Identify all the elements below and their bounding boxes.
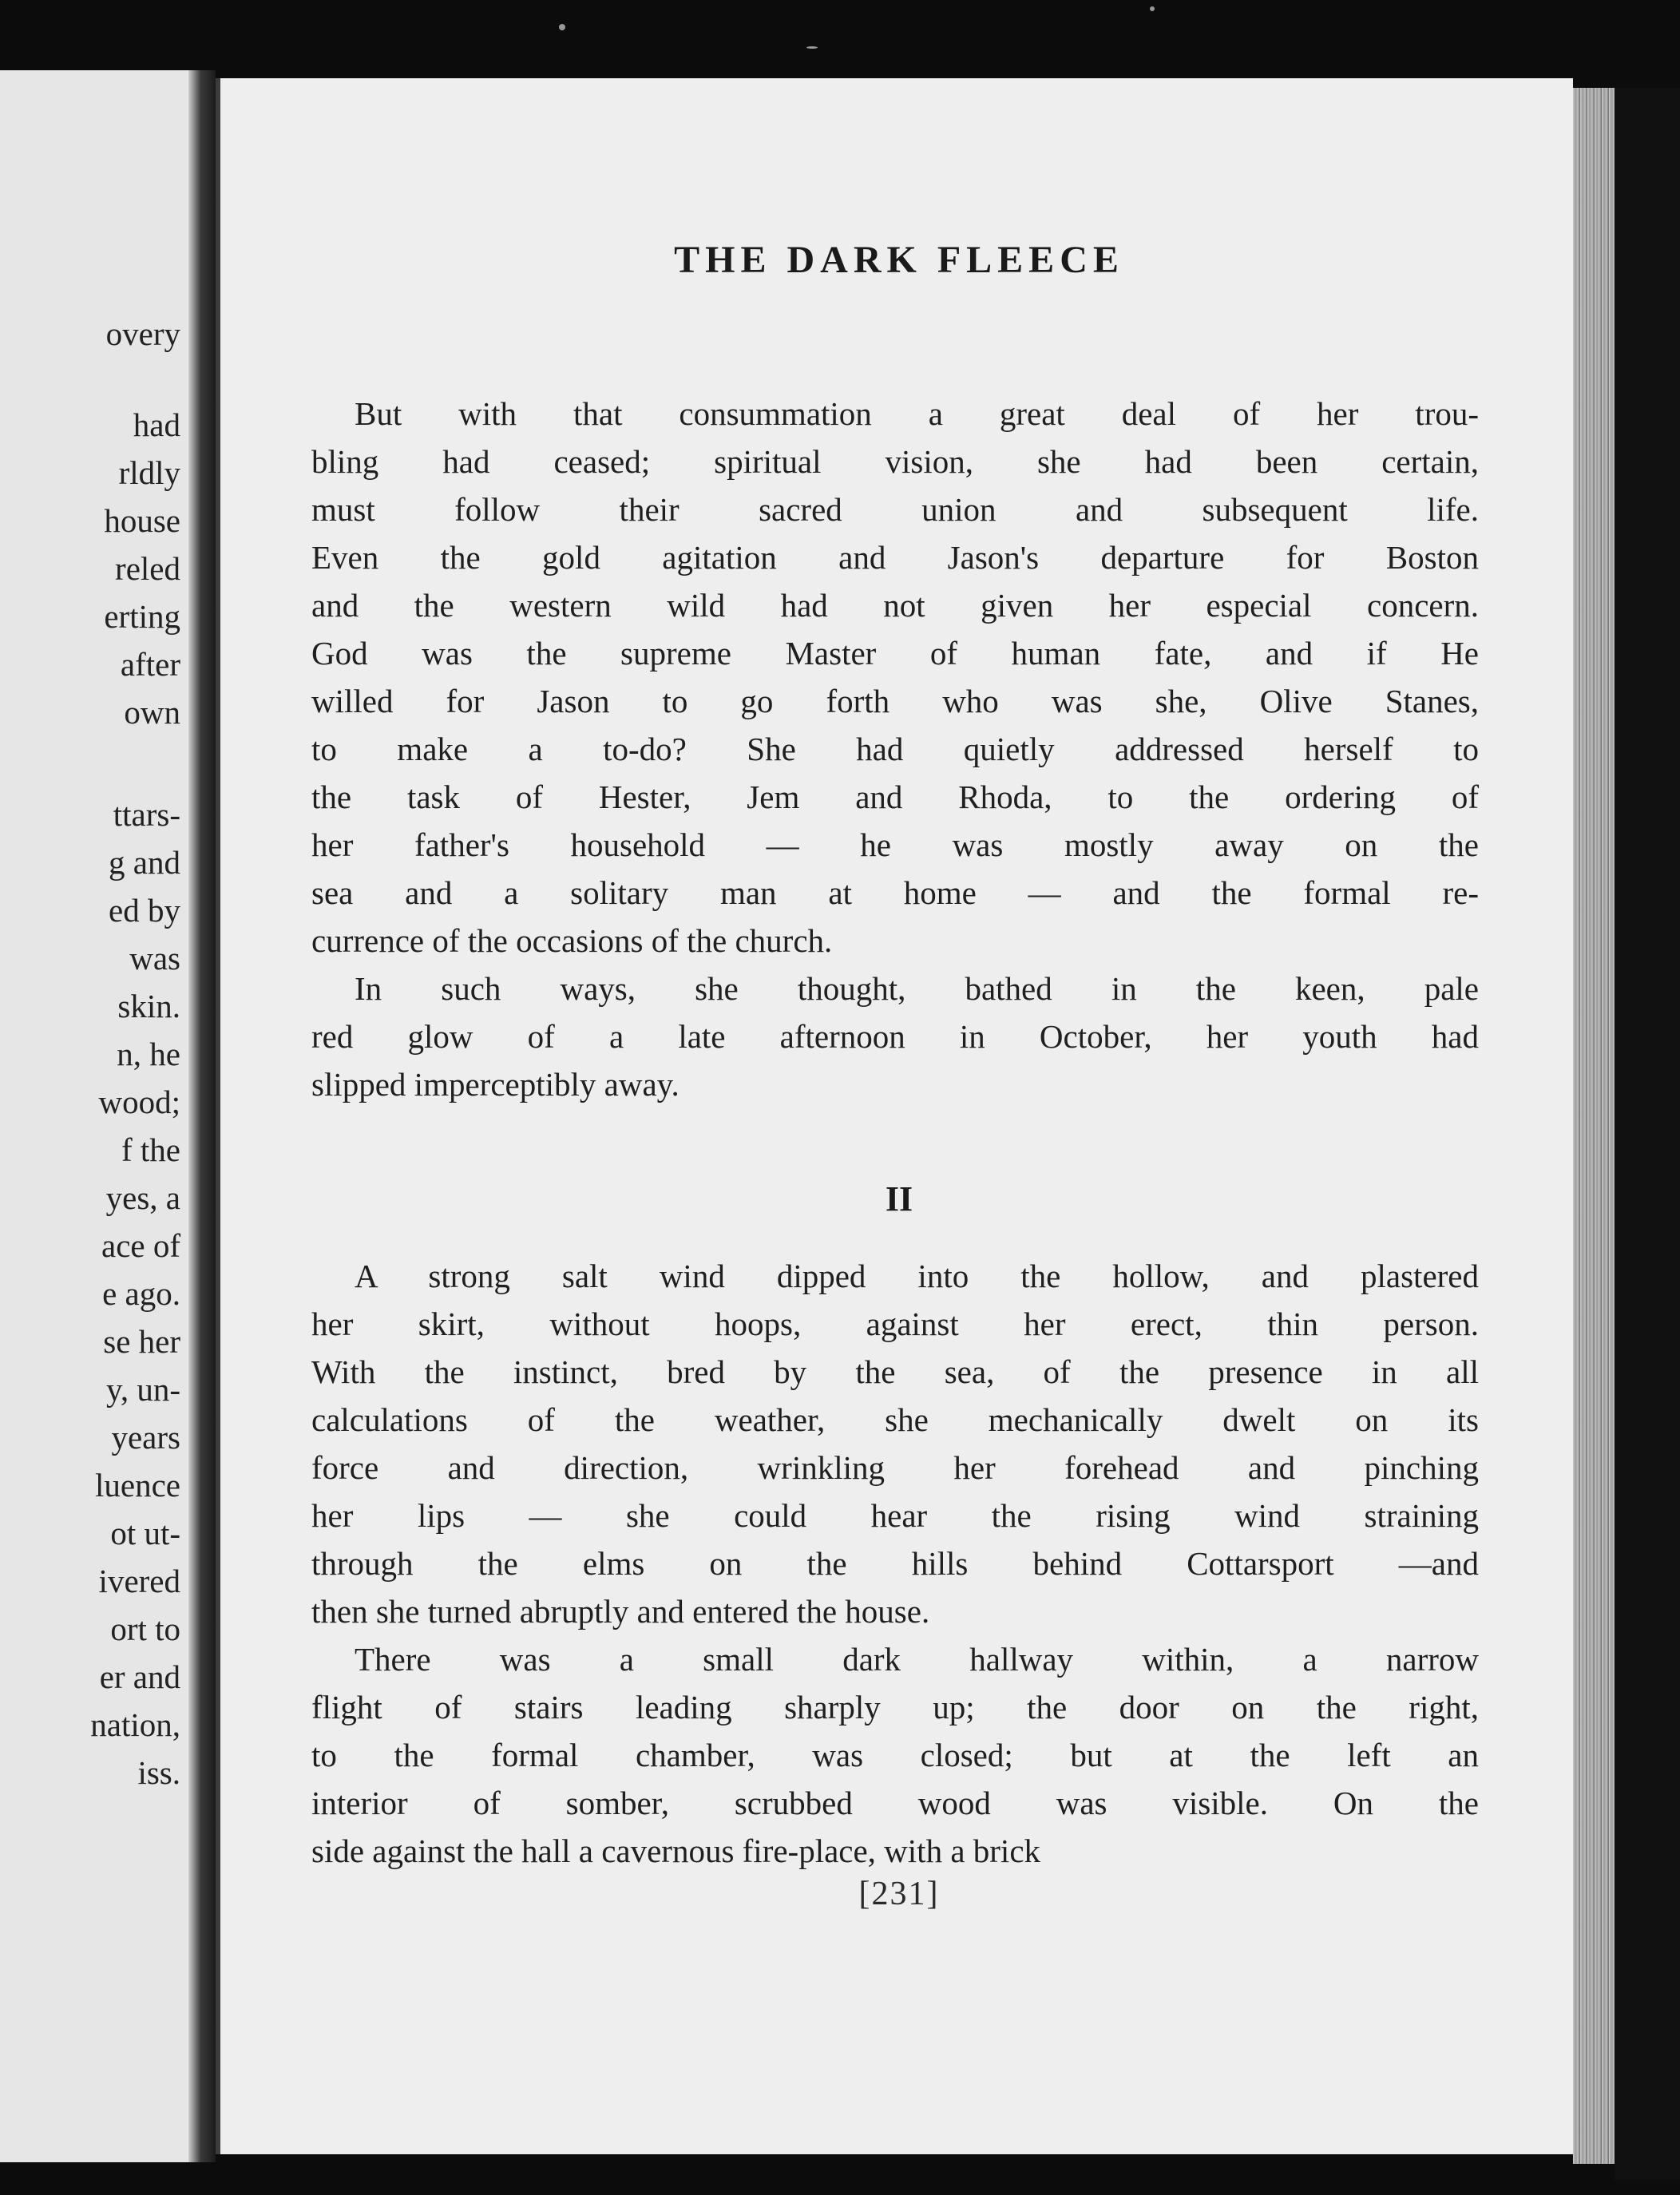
scan-speck xyxy=(806,46,818,49)
left-page-word-fragment: n, he xyxy=(117,1036,180,1072)
left-page-word-fragment: ivered xyxy=(98,1563,180,1599)
left-page-word-fragment: e ago. xyxy=(102,1275,180,1312)
text-line: God was the supreme Master of human fate, and if He xyxy=(311,635,1479,672)
left-page-word-fragment: was xyxy=(129,940,180,977)
scan-border xyxy=(1615,88,1680,2180)
text-line: the task of Hester, Jem and Rhoda, to the ordering of xyxy=(311,779,1479,815)
left-page-word-fragment: luence xyxy=(95,1467,180,1504)
left-page-word-fragment: g and xyxy=(109,844,180,881)
text-line: With the instinct, bred by the sea, of the presence in all xyxy=(311,1353,1479,1390)
text-line: bling had ceased; spiritual vision, she had been certain, xyxy=(311,443,1479,480)
left-page-word-fragment: ace of xyxy=(101,1227,180,1264)
left-page-word-fragment: years xyxy=(111,1419,180,1456)
text-line: calculations of the weather, she mechanically dwelt on its xyxy=(311,1401,1479,1438)
left-page-word-fragment: erting xyxy=(104,598,180,635)
text-line: her skirt, without hoops, against her erect, thin person. xyxy=(311,1306,1479,1342)
text-line: red glow of a late afternoon in October, her youth had xyxy=(311,1018,1479,1055)
left-page-word-fragment: nation, xyxy=(90,1706,180,1743)
text-line: There was a small dark hallway within, a narrow xyxy=(355,1641,1479,1678)
left-page-word-fragment: f the xyxy=(121,1131,180,1168)
left-page-word-fragment: er and xyxy=(99,1658,180,1695)
left-page-word-fragment: y, un- xyxy=(106,1371,180,1408)
left-page-word-fragment: ed by xyxy=(109,892,180,929)
text-line: must follow their sacred union and subsequent life. xyxy=(311,491,1479,528)
left-page-word-fragment: ort to xyxy=(110,1611,180,1647)
scan-speck xyxy=(1150,6,1155,11)
text-line: interior of somber, scrubbed wood was visible. On the xyxy=(311,1785,1479,1821)
text-line: Even the gold agitation and Jason's departure for Boston xyxy=(311,539,1479,576)
text-line: her lips — she could hear the rising wind straining xyxy=(311,1497,1479,1534)
left-page-word-fragment: after xyxy=(120,646,180,683)
text-line: A strong salt wind dipped into the hollow, and plastered xyxy=(355,1258,1479,1294)
text-line: to make a to-do? She had quietly addressed herself to xyxy=(311,731,1479,767)
text-line: force and direction, wrinkling her forehead and pinching xyxy=(311,1449,1479,1486)
text-line: willed for Jason to go forth who was she, Olive Stanes, xyxy=(311,683,1479,719)
left-page-word-fragment: se her xyxy=(103,1323,180,1360)
text-line: slipped imperceptibly away. xyxy=(311,1066,680,1103)
section-number: II xyxy=(885,1179,913,1218)
left-page-word-fragment: wood; xyxy=(98,1084,180,1120)
left-page-word-fragment: ttars- xyxy=(113,796,180,833)
text-line: through the elms on the hills behind Cottarsport —and xyxy=(311,1545,1479,1582)
left-page-word-fragment: iss. xyxy=(137,1754,180,1791)
text-line: side against the hall a cavernous fire-place, with a brick xyxy=(311,1832,1041,1869)
book-page xyxy=(216,78,1573,2154)
page-edges xyxy=(1573,88,1615,2164)
left-page-word-fragment: own xyxy=(124,694,180,731)
left-page-word-fragment: ot ut- xyxy=(110,1515,180,1551)
left-page-word-fragment: yes, a xyxy=(105,1179,180,1216)
book-gutter xyxy=(188,70,216,2162)
left-page-word-fragment: reled xyxy=(115,550,180,587)
text-line: currence of the occasions of the church. xyxy=(311,922,833,959)
text-line: flight of stairs leading sharply up; the door on the right, xyxy=(311,1689,1479,1725)
text-line: sea and a solitary man at home — and the formal re- xyxy=(311,874,1479,911)
left-page-fragment xyxy=(0,70,188,2162)
text-line: then she turned abruptly and entered the house. xyxy=(311,1593,930,1630)
text-line: to the formal chamber, was closed; but at the left an xyxy=(311,1737,1479,1773)
scan-speck xyxy=(559,24,565,30)
page-number: [231] xyxy=(858,1876,940,1912)
running-head: THE DARK FLEECE xyxy=(674,239,1124,281)
text-line: But with that consummation a great deal of her trou- xyxy=(355,395,1479,432)
text-line: In such ways, she thought, bathed in the keen, pale xyxy=(355,970,1479,1007)
text-line: and the western wild had not given her especial concern. xyxy=(311,587,1479,624)
left-page-word-fragment: rldly xyxy=(118,454,180,491)
left-page-word-fragment: had xyxy=(133,406,180,443)
text-line: her father's household — he was mostly away on the xyxy=(311,826,1479,863)
left-page-word-fragment: house xyxy=(104,502,180,539)
left-page-word-fragment: skin. xyxy=(117,988,180,1024)
left-page-word-fragment: overy xyxy=(105,315,180,352)
